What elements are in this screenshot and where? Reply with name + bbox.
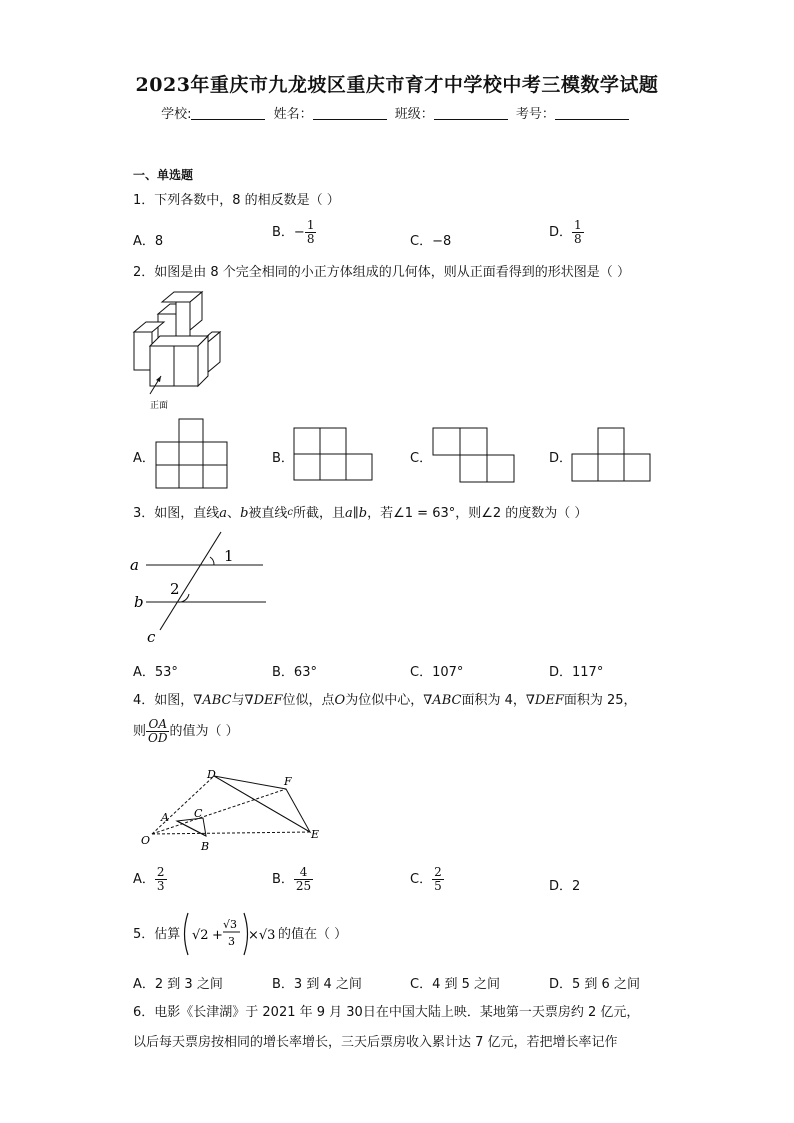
q4-option-c[interactable]: [410, 866, 444, 893]
q4-stem-part: 与: [231, 693, 245, 708]
q5-option-a[interactable]: A．2 到 3 之间: [133, 977, 223, 992]
fraction-denominator: 25: [295, 879, 312, 893]
q4-homothety-figure: [138, 762, 338, 857]
q4-triangle-def: ∇DEF: [525, 693, 564, 708]
q4-triangle-abc: ∇ABC: [193, 693, 232, 708]
q4-option-b-fraction: [294, 866, 313, 893]
q2-option-d-figure[interactable]: [571, 427, 651, 483]
fraction-numerator: 1: [574, 218, 582, 232]
fraction-numerator: 1: [306, 218, 315, 232]
q2-option-a-label[interactable]: A．: [133, 451, 155, 466]
q4-stem-part: 的值为（ ）: [169, 724, 239, 739]
school-blank[interactable]: [191, 107, 265, 120]
name-label: 姓名：: [273, 107, 313, 122]
q4-stem-part: 面积为 4，: [461, 693, 526, 708]
fig-label-a: a: [130, 556, 139, 574]
q4-option-b-label: B．: [272, 872, 294, 887]
q4-option-c-label: C．: [410, 872, 433, 887]
q4-stem-part: 则: [133, 724, 147, 739]
fraction-denominator: 8: [306, 232, 315, 246]
number-blank[interactable]: [555, 107, 629, 120]
fraction-denominator: 5: [434, 879, 442, 893]
q3-stem-part: ，若∠1 = 63°，则∠2 的度数为（ ）: [367, 506, 588, 521]
q3-option-b[interactable]: B．63°: [272, 665, 317, 680]
q5-option-b[interactable]: B．3 到 4 之间: [272, 977, 362, 992]
fraction-numerator: OA: [146, 718, 169, 732]
q5-frac-num: √3: [223, 918, 238, 931]
q3-parallel-relation: a∥b: [345, 506, 368, 521]
fig-point-o: O: [141, 834, 151, 847]
q3-var-c: c: [287, 507, 294, 518]
q4-option-a-fraction: [155, 866, 167, 893]
q4-point-o: O: [334, 693, 346, 708]
q3-lines-figure: [128, 530, 273, 648]
fig-point-c: C: [194, 807, 203, 820]
left-paren: [185, 913, 189, 955]
q1-option-b-label: B．: [272, 225, 294, 240]
school-label: 学校:: [161, 107, 192, 122]
q3-option-a[interactable]: A．53°: [133, 665, 178, 680]
q1-option-b[interactable]: [272, 219, 316, 246]
student-info-line: [0, 103, 794, 122]
right-paren: [244, 913, 248, 955]
q3-stem-part: 所截，且: [293, 506, 346, 521]
fig-label-c: c: [147, 628, 156, 646]
class-blank[interactable]: [434, 107, 508, 120]
q4-option-b[interactable]: [272, 866, 313, 893]
class-label: 班级：: [394, 107, 434, 122]
q4-option-c-fraction: [432, 866, 444, 893]
q4-triangle-abc: ∇ABC: [423, 693, 462, 708]
fraction-denominator: 8: [574, 232, 582, 246]
fig-label-angle-2: 2: [170, 580, 180, 598]
q2-option-a-figure[interactable]: [155, 418, 229, 490]
q5-frac-den: 3: [228, 935, 235, 948]
q4-stem-part: 为位似中心，: [345, 693, 424, 708]
fig-point-a: A: [161, 811, 169, 824]
q5-option-c[interactable]: C．4 到 5 之间: [410, 977, 501, 992]
fig-point-b: B: [201, 840, 210, 853]
fig-label-b: b: [134, 593, 144, 611]
q3-option-d[interactable]: D．117°: [549, 665, 604, 680]
q4-stem-part: 面积为 25，: [563, 693, 637, 708]
q2-option-b-label[interactable]: B．: [272, 451, 294, 466]
q6-stem-line1: 6．电影《长津湖》于 2021 年 9 月 30日在中国大陆上映．某地第一天票房约 2 亿元，: [133, 1005, 640, 1020]
q1-option-d-fraction: [572, 219, 584, 246]
q4-stem-line2: [133, 718, 239, 745]
q5-stem-pre: 5．估算: [133, 927, 181, 942]
q1-option-d[interactable]: [549, 219, 584, 246]
q4-stem-part: 4．如图，: [133, 693, 194, 708]
q2-stem: 2．如图是由 8 个完全相同的小正方体组成的几何体，则从正面看得到的形状图是（ ）: [133, 265, 630, 280]
q4-triangle-def: ∇DEF: [244, 693, 283, 708]
number-label: 考号：: [515, 107, 555, 122]
q5-option-d[interactable]: D．5 到 6 之间: [549, 977, 640, 992]
q2-option-b-figure[interactable]: [293, 427, 373, 481]
fraction-numerator: 4: [294, 866, 313, 880]
q4-ratio-fraction: [146, 718, 169, 745]
q4-option-a-label: A．: [133, 872, 155, 887]
q5-expression: [182, 909, 278, 959]
q2-option-d-label[interactable]: D．: [549, 451, 573, 466]
q4-stem-line1: [133, 692, 637, 710]
q1-option-a[interactable]: A．8: [133, 234, 164, 249]
fig-point-f: F: [284, 775, 292, 788]
q2-option-c-figure[interactable]: [432, 427, 516, 483]
fraction-denominator: OD: [148, 731, 168, 745]
q6-stem-line2: 以后每天票房按相同的增长率增长，三天后票房收入累计达 7 亿元，若把增长率记作: [133, 1035, 618, 1050]
angle-1-arc: [210, 557, 214, 565]
q5-sqrt2: √2: [192, 928, 209, 943]
q5-times-sqrt3: ×√3: [248, 928, 276, 943]
q4-option-d[interactable]: D．2: [549, 879, 581, 894]
q3-option-c[interactable]: C．107°: [410, 665, 464, 680]
q4-stem-part: 位似，点: [282, 693, 335, 708]
fig-point-e: E: [311, 828, 320, 841]
q3-stem-part: 3．如图，直线: [133, 506, 220, 521]
name-blank[interactable]: [313, 107, 387, 120]
fraction-numerator: 2: [434, 865, 442, 879]
q3-stem: [133, 504, 587, 523]
q3-stem-part: 、: [227, 506, 241, 521]
fraction-denominator: 3: [156, 879, 165, 893]
fig-label-angle-1: 1: [224, 547, 234, 565]
q2-option-c-label[interactable]: C．: [410, 451, 433, 466]
q1-option-b-fraction: [305, 219, 317, 246]
page-title: 2023年重庆市九龙坡区重庆市育才中学校中考三模数学试题: [135, 74, 659, 96]
q3-var-a: a: [219, 506, 228, 521]
section-heading: 一、单选题: [133, 168, 194, 182]
q3-var-b: b: [240, 506, 249, 521]
q1-stem: 1．下列各数中，8 的相反数是（ ）: [133, 193, 340, 208]
q1-option-d-label: D．: [549, 225, 573, 240]
q2-front-label: 正面: [150, 401, 169, 411]
q1-option-b-sign: −: [293, 225, 305, 240]
q5-plus: +: [212, 928, 223, 943]
fig-point-d: D: [207, 768, 216, 781]
q3-stem-part: 被直线: [248, 506, 288, 521]
q1-option-c[interactable]: C．−8: [410, 234, 452, 249]
q2-cube-figure: [128, 290, 224, 415]
fraction-numerator: 2: [156, 865, 165, 879]
q4-option-a[interactable]: [133, 866, 167, 893]
q5-stem-post: 的值在（ ）: [278, 927, 348, 942]
